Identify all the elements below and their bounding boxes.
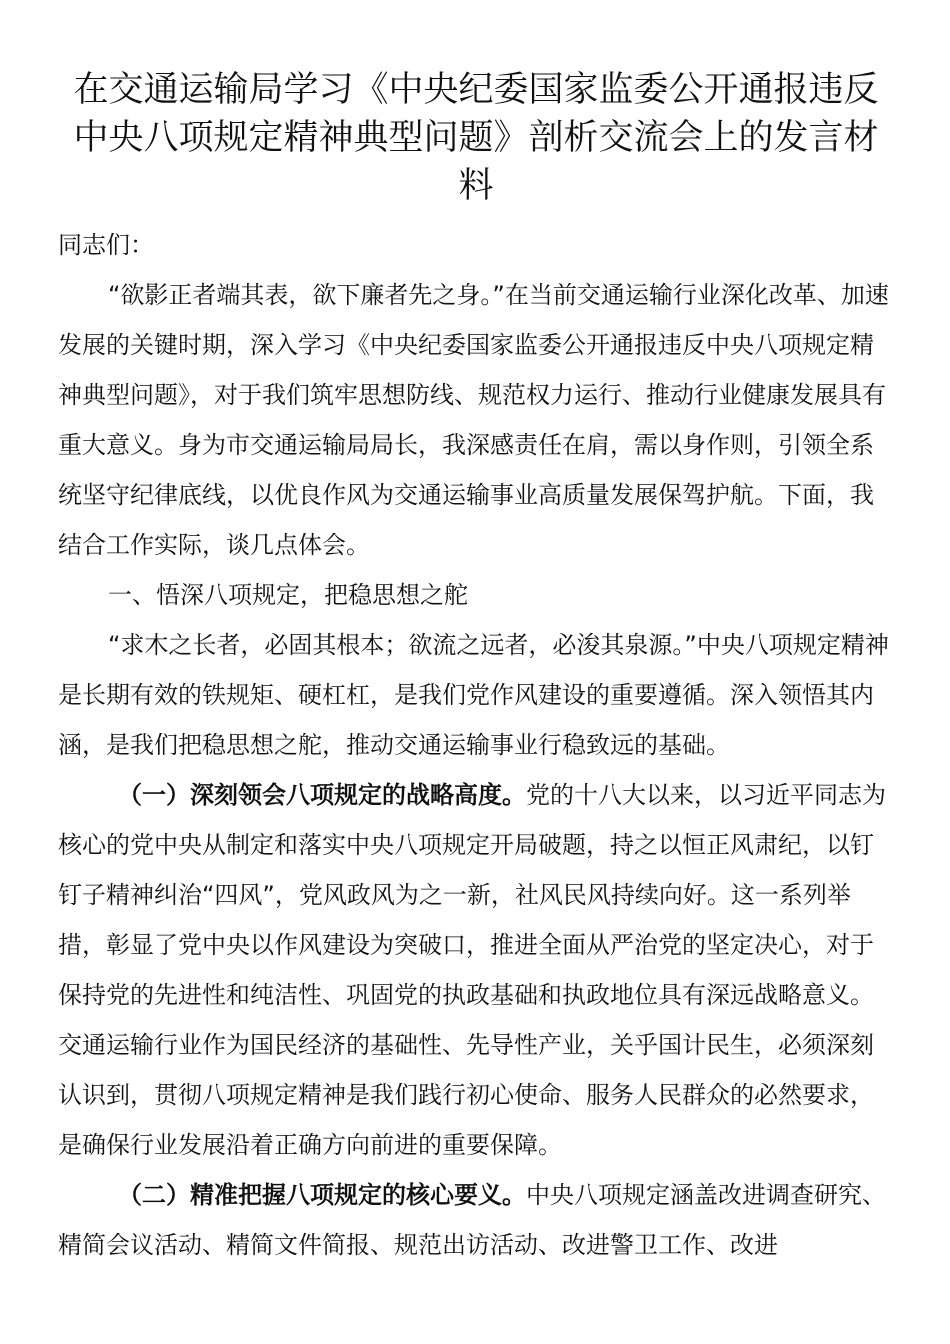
point-2-text: 中央八项规定涵盖改进调查研究、精简会议活动、精简文件简报、规范出访活动、改进警卫工作、改进: [58, 1181, 886, 1259]
point-2-lead: （二）精准把握八项规定的核心要义。: [118, 1181, 526, 1209]
document-title: 在交通运输局学习《中央纪委国家监委公开通报违反中央八项规定精神典型问题》剖析交流会上的发言材料: [73, 70, 879, 206]
section-1-intro-paragraph: “求木之长者，必固其根本；欲流之远者，必浚其泉源。”中央八项规定精神是长期有效的铁规矩、硬杠杠，是我们党作风建设的重要遵循。深入领悟其内涵，是我们把稳思想之舵，推动交通运输事业行稳致远的基础。: [58, 631, 889, 759]
point-1-lead: （一）深刻领会八项规定的战略高度。: [118, 781, 526, 809]
intro-paragraph: “欲影正者端其表，欲下廉者先之身。”在当前交通运输行业深化改革、加速发展的关键时期，深入学习《中央纪委国家监委公开通报违反中央八项规定精神典型问题》，对于我们筑牢思想防线、规范权力运行、推动行业健康发展具有重大意义。身为市交通运输局局长，我深感责任在肩，需以身作则，引领全系统坚守纪律底线，以优良作风为交通运输事业高质量发展保驾护航。下面，我结合工作实际，谈几点体会。: [58, 281, 889, 559]
section-heading-1: 一、悟深八项规定，把稳思想之舵: [108, 581, 468, 609]
point-2-paragraph: [58, 1170, 894, 1270]
document-body: [58, 220, 894, 1270]
document-page: [58, 66, 894, 1270]
salutation: 同志们：: [58, 231, 154, 259]
point-1-paragraph: [58, 770, 894, 1170]
point-1-text: 党的十八大以来，以习近平同志为核心的党中央从制定和落实中央八项规定开局破题，持之以恒正风肃纪，以钉钉子精神纠治“四风”，党风政风为之一新，社风民风持续向好。这一系列举措，彰显了党中央以作风建设为突破口，推进全面从严治党的坚定决心，对于保持党的先进性和纯洁性、巩固党的执政基础和执政地位具有深远战略意义。交通运输行业作为国民经济的基础性、先导性产业，关乎国计民生，必须深刻认识到，贯彻八项规定精神是我们践行初心使命、服务人民群众的必然要求，是确保行业发展沿着正确方向前进的重要保障。: [58, 781, 886, 1159]
